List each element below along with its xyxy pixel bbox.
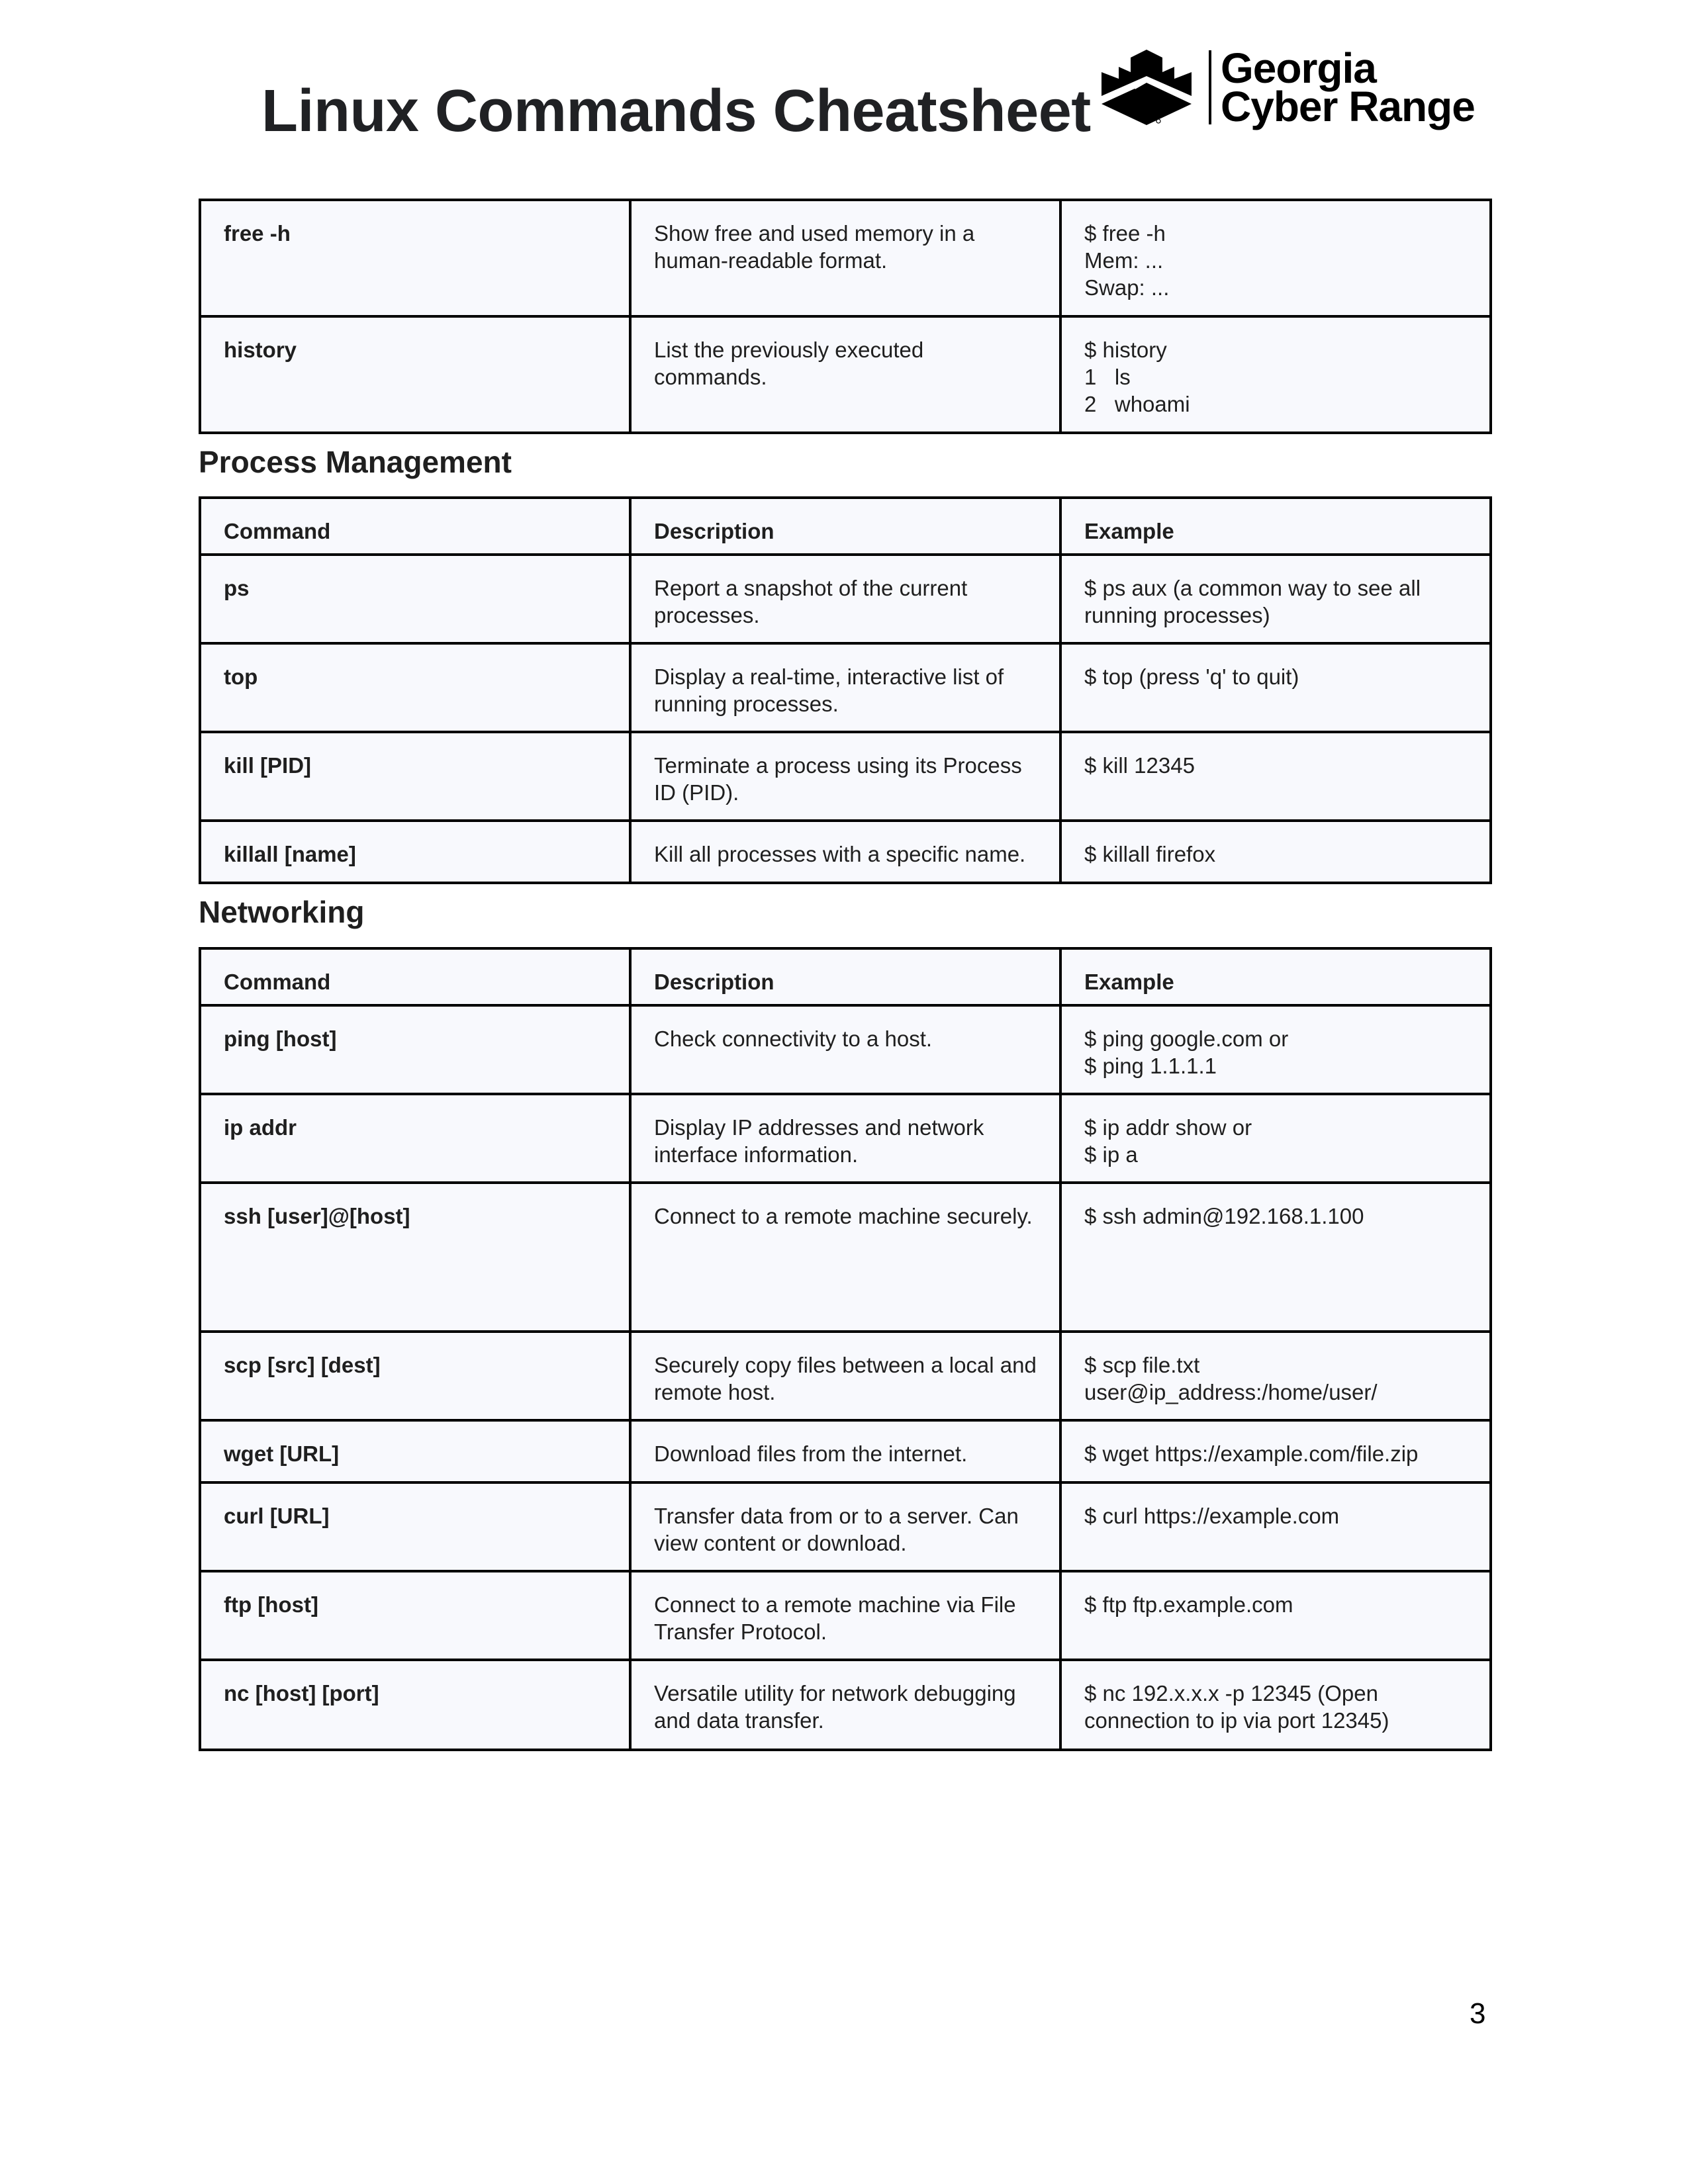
table-row (200, 555, 1491, 643)
description-cell: Report a snapshot of the current processes. (630, 555, 1060, 643)
example-line: 1 ls (1084, 365, 1131, 389)
table-header-row (200, 498, 1491, 555)
table-row (200, 1571, 1491, 1660)
example-line: $ free -h (1084, 221, 1166, 246)
example-cell (1060, 1420, 1491, 1482)
example-line: $ ip addr show or (1084, 1115, 1252, 1140)
example-cell (1060, 555, 1491, 643)
example-cell (1060, 1183, 1491, 1332)
logo-line-2: Cyber Range (1221, 83, 1475, 130)
table-row (200, 1420, 1491, 1482)
command-cell: free -h (200, 200, 630, 316)
description-cell: Display a real-time, interactive list of running processes. (630, 643, 1060, 732)
command-cell: kill [PID] (200, 732, 630, 821)
logo-line-1: Georgia (1221, 44, 1376, 92)
example-line: 2 whoami (1084, 392, 1190, 416)
example-cell (1060, 1005, 1491, 1094)
column-header-command: Command (200, 948, 630, 1005)
example-line: user@ip_address:/home/user/ (1084, 1380, 1378, 1404)
command-cell: ssh [user]@[host] (200, 1183, 630, 1332)
example-line: $ killall firefox (1084, 842, 1216, 866)
example-cell (1060, 643, 1491, 732)
description-cell: Show free and used memory in a human-readable format. (630, 200, 1060, 316)
table-header-row (200, 948, 1491, 1005)
logo-divider (1209, 50, 1211, 124)
description-cell: Terminate a process using its Process ID (PID). (630, 732, 1060, 821)
example-line: $ history (1084, 338, 1167, 362)
description-cell: List the previously executed commands. (630, 316, 1060, 433)
example-cell (1060, 1482, 1491, 1571)
example-line: $ ps aux (a common way to see all running processes) (1084, 576, 1421, 627)
table-row (200, 643, 1491, 732)
example-line: $ wget https://example.com/file.zip (1084, 1441, 1419, 1466)
command-cell: ftp [host] (200, 1571, 630, 1660)
table-row (200, 1660, 1491, 1750)
table-row (200, 821, 1491, 883)
example-line: $ kill 12345 (1084, 753, 1195, 778)
description-cell: Display IP addresses and network interface information. (630, 1094, 1060, 1183)
description-cell: Versatile utility for network debugging and data transfer. (630, 1660, 1060, 1750)
section-heading-process-management: Process Management (199, 445, 512, 479)
command-cell: scp [src] [dest] (200, 1332, 630, 1420)
example-cell (1060, 200, 1491, 316)
column-header-example: Example (1060, 948, 1491, 1005)
description-cell: Check connectivity to a host. (630, 1005, 1060, 1094)
page-title: Linux Commands Cheatsheet (261, 78, 1091, 144)
process-management-table (199, 496, 1492, 884)
description-cell: Connect to a remote machine via File Transfer Protocol. (630, 1571, 1060, 1660)
example-cell (1060, 1094, 1491, 1183)
example-cell (1060, 732, 1491, 821)
example-line: $ ping google.com or (1084, 1026, 1289, 1051)
table-row (200, 1183, 1491, 1332)
table-row (200, 200, 1491, 316)
column-header-command: Command (200, 498, 630, 555)
logo-text (1221, 44, 1475, 130)
example-line: Mem: ... (1084, 248, 1164, 273)
networking-table (199, 947, 1492, 1751)
command-cell: ping [host] (200, 1005, 630, 1094)
georgia-cyber-range-logo (1094, 45, 1475, 130)
column-header-description: Description (630, 948, 1060, 1005)
example-line: $ ftp ftp.example.com (1084, 1592, 1293, 1617)
example-line: $ ip a (1084, 1142, 1138, 1167)
description-cell: Securely copy files between a local and remote host. (630, 1332, 1060, 1420)
command-cell: ps (200, 555, 630, 643)
column-header-example: Example (1060, 498, 1491, 555)
description-cell: Download files from the internet. (630, 1420, 1060, 1482)
command-cell: wget [URL] (200, 1420, 630, 1482)
table-row (200, 1482, 1491, 1571)
command-cell: top (200, 643, 630, 732)
example-line: $ top (press 'q' to quit) (1084, 664, 1299, 689)
command-cell: ip addr (200, 1094, 630, 1183)
table-row (200, 1005, 1491, 1094)
example-cell (1060, 316, 1491, 433)
example-line: $ nc 192.x.x.x -p 12345 (Open connection to ip via port 12345) (1084, 1681, 1389, 1733)
example-line: $ ping 1.1.1.1 (1084, 1054, 1217, 1078)
command-cell: killall [name] (200, 821, 630, 883)
command-cell: history (200, 316, 630, 433)
table-row (200, 1332, 1491, 1420)
description-cell: Connect to a remote machine securely. (630, 1183, 1060, 1332)
example-line: $ ssh admin@192.168.1.100 (1084, 1204, 1364, 1228)
example-line: $ scp file.txt (1084, 1353, 1200, 1377)
example-cell (1060, 1332, 1491, 1420)
table-row (200, 316, 1491, 433)
table-row (200, 732, 1491, 821)
example-line: Swap: ... (1084, 275, 1170, 300)
page-number: 3 (1470, 1997, 1486, 2030)
castle-g-logo-icon (1094, 48, 1199, 126)
command-cell: nc [host] [port] (200, 1660, 630, 1750)
example-line: $ curl https://example.com (1084, 1504, 1340, 1528)
example-cell (1060, 1571, 1491, 1660)
continued-commands-table (199, 199, 1492, 434)
description-cell: Kill all processes with a specific name. (630, 821, 1060, 883)
column-header-description: Description (630, 498, 1060, 555)
section-heading-networking: Networking (199, 895, 365, 929)
table-row (200, 1094, 1491, 1183)
example-cell (1060, 1660, 1491, 1750)
example-cell (1060, 821, 1491, 883)
description-cell: Transfer data from or to a server. Can view content or download. (630, 1482, 1060, 1571)
command-cell: curl [URL] (200, 1482, 630, 1571)
